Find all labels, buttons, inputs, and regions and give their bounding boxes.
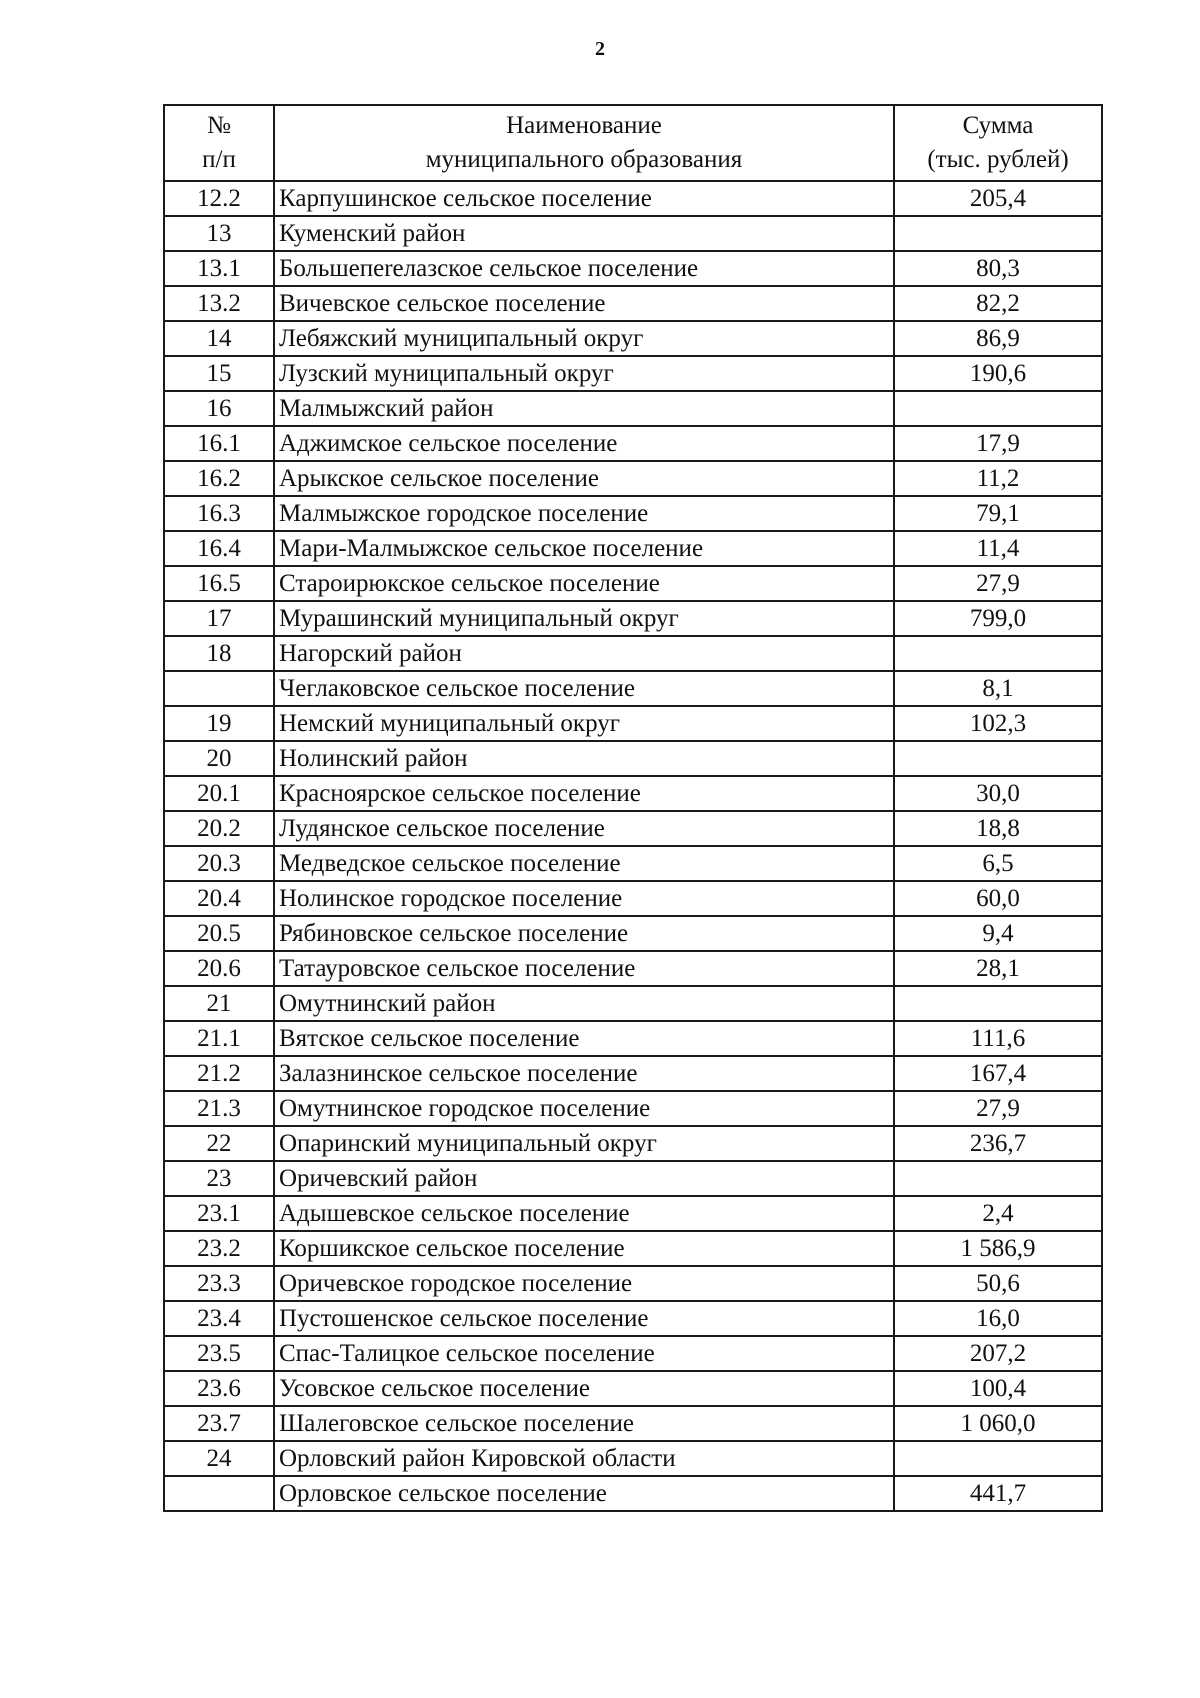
row-number (164, 1476, 274, 1511)
row-sum: 100,4 (894, 1371, 1102, 1406)
row-name: Вичевское сельское поселение (274, 286, 894, 321)
table-row (164, 671, 1102, 706)
table-row (164, 461, 1102, 496)
row-name: Арыкское сельское поселение (274, 461, 894, 496)
table-row (164, 881, 1102, 916)
row-number: 16.5 (164, 566, 274, 601)
table-row (164, 1266, 1102, 1301)
row-sum: 16,0 (894, 1301, 1102, 1336)
row-number: 20 (164, 741, 274, 776)
header-sum-line1: Сумма (962, 112, 1034, 139)
row-sum: 60,0 (894, 881, 1102, 916)
row-sum (894, 986, 1102, 1021)
table-body (164, 181, 1102, 1511)
table-row (164, 601, 1102, 636)
header-sum (894, 105, 1102, 181)
row-number: 23 (164, 1161, 274, 1196)
row-name: Орловское сельское поселение (274, 1476, 894, 1511)
row-sum (894, 216, 1102, 251)
row-sum (894, 391, 1102, 426)
row-number: 24 (164, 1441, 274, 1476)
table-row (164, 1231, 1102, 1266)
row-name: Опаринский муниципальный округ (274, 1126, 894, 1161)
row-number: 23.7 (164, 1406, 274, 1441)
row-number: 21.2 (164, 1056, 274, 1091)
table-row (164, 391, 1102, 426)
row-number: 19 (164, 706, 274, 741)
row-sum: 1 060,0 (894, 1406, 1102, 1441)
row-number: 18 (164, 636, 274, 671)
row-number: 20.3 (164, 846, 274, 881)
row-name: Вятское сельское поселение (274, 1021, 894, 1056)
row-name: Коршикское сельское поселение (274, 1231, 894, 1266)
table-row (164, 566, 1102, 601)
row-number: 23.3 (164, 1266, 274, 1301)
row-name: Медведское сельское поселение (274, 846, 894, 881)
row-sum: 50,6 (894, 1266, 1102, 1301)
row-number: 17 (164, 601, 274, 636)
table-row (164, 496, 1102, 531)
row-name: Усовское сельское поселение (274, 1371, 894, 1406)
row-sum: 11,2 (894, 461, 1102, 496)
row-name: Лудянское сельское поселение (274, 811, 894, 846)
row-name: Староирюкское сельское поселение (274, 566, 894, 601)
table-row (164, 706, 1102, 741)
row-number: 16.3 (164, 496, 274, 531)
row-number: 23.6 (164, 1371, 274, 1406)
row-name: Шалеговское сельское поселение (274, 1406, 894, 1441)
row-name: Красноярское сельское поселение (274, 776, 894, 811)
row-name: Чеглаковское сельское поселение (274, 671, 894, 706)
table-row (164, 251, 1102, 286)
row-number: 14 (164, 321, 274, 356)
header-number-line1: № (207, 112, 231, 139)
row-sum: 18,8 (894, 811, 1102, 846)
row-sum: 441,7 (894, 1476, 1102, 1511)
row-name: Орловский район Кировской области (274, 1441, 894, 1476)
row-name: Оричевское городское поселение (274, 1266, 894, 1301)
table-row (164, 1126, 1102, 1161)
header-name (274, 105, 894, 181)
table-row (164, 951, 1102, 986)
row-name: Нолинский район (274, 741, 894, 776)
row-sum: 207,2 (894, 1336, 1102, 1371)
row-sum: 8,1 (894, 671, 1102, 706)
table-row (164, 846, 1102, 881)
row-number: 20.5 (164, 916, 274, 951)
table-row (164, 986, 1102, 1021)
table-row (164, 1301, 1102, 1336)
row-sum: 82,2 (894, 286, 1102, 321)
row-sum: 28,1 (894, 951, 1102, 986)
row-sum: 80,3 (894, 251, 1102, 286)
row-name: Куменский район (274, 216, 894, 251)
row-number: 15 (164, 356, 274, 391)
row-sum: 236,7 (894, 1126, 1102, 1161)
row-number: 13.1 (164, 251, 274, 286)
header-name-line2: муниципального образования (425, 146, 743, 173)
row-name: Рябиновское сельское поселение (274, 916, 894, 951)
row-number: 23.5 (164, 1336, 274, 1371)
row-sum (894, 1161, 1102, 1196)
row-number (164, 671, 274, 706)
table-row (164, 1056, 1102, 1091)
table-row (164, 286, 1102, 321)
table-row (164, 916, 1102, 951)
table-row (164, 741, 1102, 776)
table-row (164, 216, 1102, 251)
row-number: 20.2 (164, 811, 274, 846)
row-number: 12.2 (164, 181, 274, 216)
row-name: Спас-Талицкое сельское поселение (274, 1336, 894, 1371)
row-sum (894, 1441, 1102, 1476)
table-row (164, 1161, 1102, 1196)
row-sum: 1 586,9 (894, 1231, 1102, 1266)
table-row (164, 321, 1102, 356)
row-sum: 17,9 (894, 426, 1102, 461)
row-sum: 205,4 (894, 181, 1102, 216)
table-row (164, 1476, 1102, 1511)
table-row (164, 426, 1102, 461)
row-name: Карпушинское сельское поселение (274, 181, 894, 216)
row-sum: 79,1 (894, 496, 1102, 531)
row-number: 23.2 (164, 1231, 274, 1266)
row-number: 20.4 (164, 881, 274, 916)
table-row (164, 811, 1102, 846)
row-number: 22 (164, 1126, 274, 1161)
table-row (164, 1091, 1102, 1126)
table-row (164, 181, 1102, 216)
table-row (164, 1021, 1102, 1056)
row-name: Немский муниципальный округ (274, 706, 894, 741)
row-number: 21 (164, 986, 274, 1021)
row-number: 16.4 (164, 531, 274, 566)
row-sum: 30,0 (894, 776, 1102, 811)
header-name-line1: Наименование (506, 112, 662, 139)
header-number (164, 105, 274, 181)
row-name: Аджимское сельское поселение (274, 426, 894, 461)
table-row (164, 1406, 1102, 1441)
row-name: Лузский муниципальный округ (274, 356, 894, 391)
row-name: Малмыжское городское поселение (274, 496, 894, 531)
header-number-line2: п/п (202, 146, 236, 173)
row-name: Мурашинский муниципальный округ (274, 601, 894, 636)
row-name: Нолинское городское поселение (274, 881, 894, 916)
row-sum: 86,9 (894, 321, 1102, 356)
row-sum: 27,9 (894, 566, 1102, 601)
row-sum: 6,5 (894, 846, 1102, 881)
row-name: Оричевский район (274, 1161, 894, 1196)
row-number: 16.1 (164, 426, 274, 461)
row-name: Омутнинский район (274, 986, 894, 1021)
row-number: 16 (164, 391, 274, 426)
row-sum: 11,4 (894, 531, 1102, 566)
row-number: 13 (164, 216, 274, 251)
row-number: 23.4 (164, 1301, 274, 1336)
row-name: Нагорский район (274, 636, 894, 671)
row-number: 21.3 (164, 1091, 274, 1126)
header-sum-line2: (тыс. рублей) (927, 146, 1069, 173)
row-sum: 27,9 (894, 1091, 1102, 1126)
row-number: 16.2 (164, 461, 274, 496)
table-row (164, 356, 1102, 391)
table-row (164, 1196, 1102, 1231)
table-row (164, 1441, 1102, 1476)
table-row (164, 1371, 1102, 1406)
row-number: 20.1 (164, 776, 274, 811)
row-name: Лебяжский муниципальный округ (274, 321, 894, 356)
table-row (164, 1336, 1102, 1371)
row-sum: 111,6 (894, 1021, 1102, 1056)
row-sum (894, 636, 1102, 671)
row-name: Большепerелазское сельское поселение (274, 251, 894, 286)
table-row (164, 636, 1102, 671)
page-number: 2 (595, 38, 605, 60)
row-number: 20.6 (164, 951, 274, 986)
row-name: Мари-Малмыжское сельское поселение (274, 531, 894, 566)
row-sum: 2,4 (894, 1196, 1102, 1231)
header-row (164, 105, 1102, 181)
row-sum: 190,6 (894, 356, 1102, 391)
allocation-table (163, 104, 1103, 1512)
table-row (164, 531, 1102, 566)
row-sum: 167,4 (894, 1056, 1102, 1091)
row-name: Малмыжский район (274, 391, 894, 426)
row-number: 23.1 (164, 1196, 274, 1231)
row-name: Залазнинское сельское поселение (274, 1056, 894, 1091)
row-name: Омутнинское городское поселение (274, 1091, 894, 1126)
row-sum: 9,4 (894, 916, 1102, 951)
table-row (164, 776, 1102, 811)
row-sum: 799,0 (894, 601, 1102, 636)
row-sum: 102,3 (894, 706, 1102, 741)
row-number: 21.1 (164, 1021, 274, 1056)
row-number: 13.2 (164, 286, 274, 321)
table-header (164, 105, 1102, 181)
row-name: Пустошенское сельское поселение (274, 1301, 894, 1336)
row-name: Татауровское сельское поселение (274, 951, 894, 986)
row-name: Адышевское сельское поселение (274, 1196, 894, 1231)
row-sum (894, 741, 1102, 776)
